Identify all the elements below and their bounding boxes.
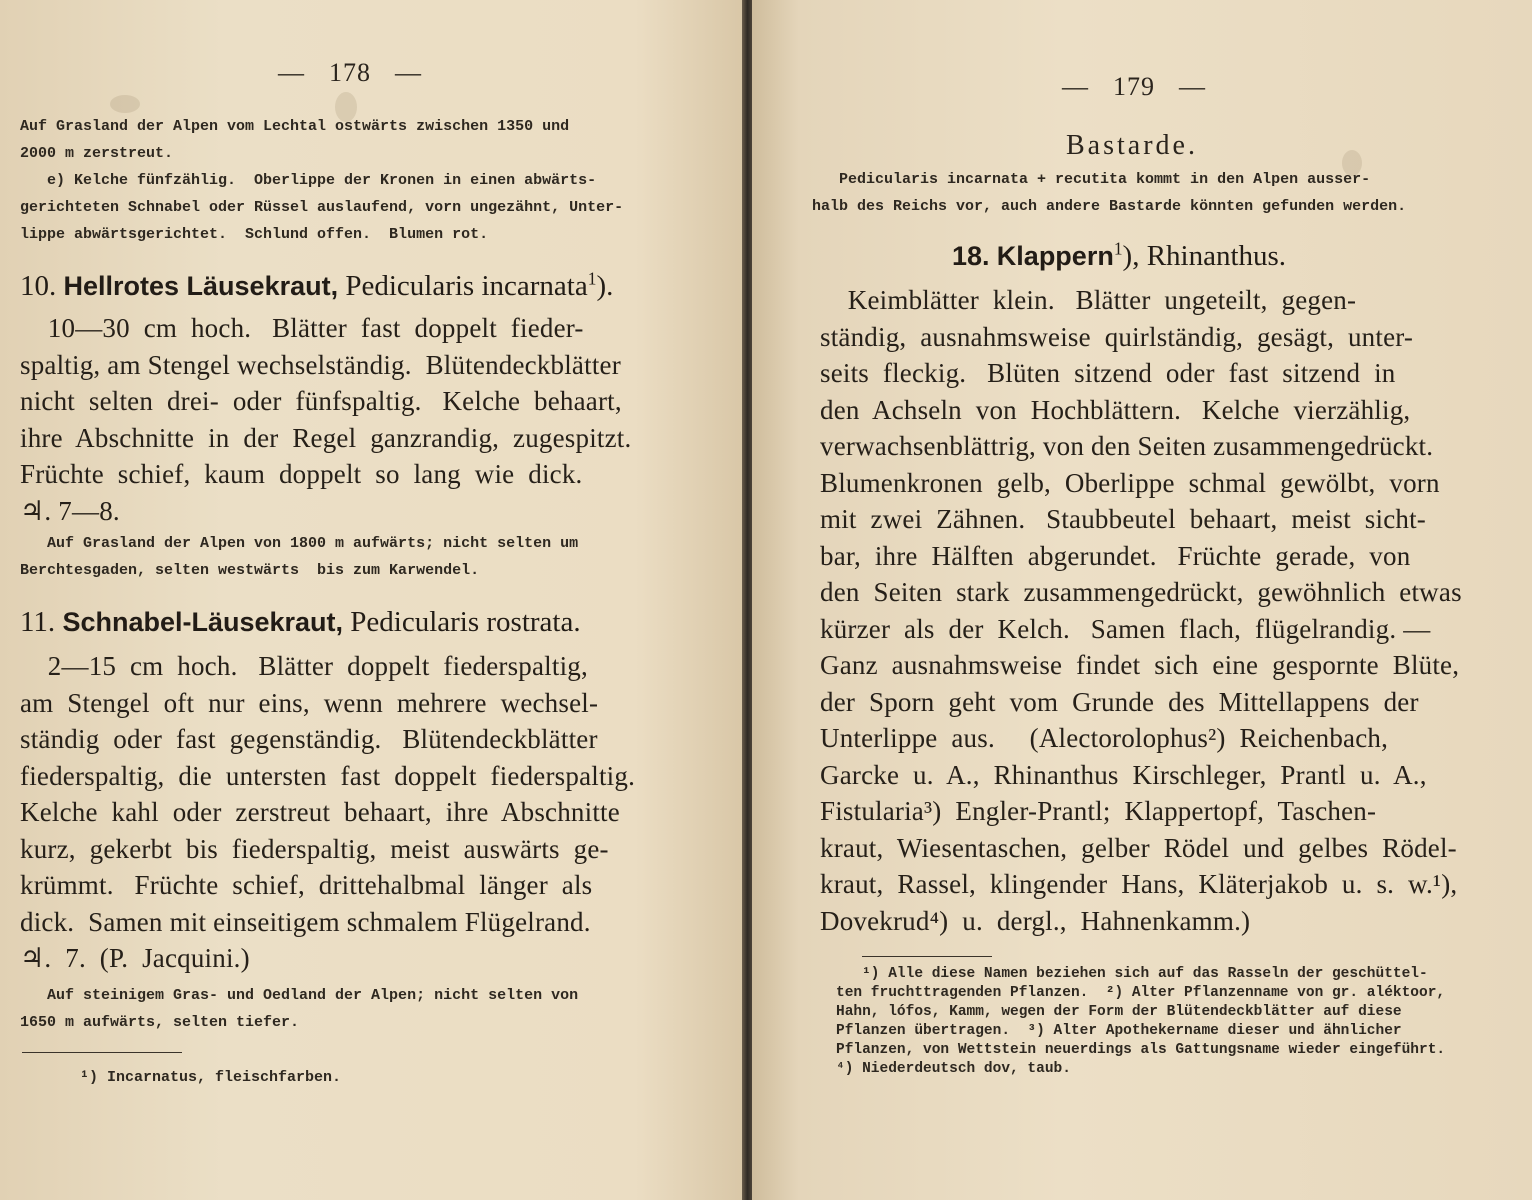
text-line: der Sporn geht vom Grunde des Mittellappens der (820, 686, 1419, 717)
text-line: seits fleckig. Blüten sitzend oder fast sitzend in (820, 358, 1396, 388)
entry-latin-name: ), Rhinanthus. (1122, 240, 1287, 272)
entry-10-heading (20, 270, 613, 303)
entry-number: 10. (20, 270, 57, 302)
entry-18-body (820, 282, 1462, 939)
entry-number: 11. (20, 606, 56, 638)
entry-tail: ). (596, 270, 614, 302)
entry-10-note (20, 530, 578, 584)
page-number-value: 179 (1113, 72, 1155, 101)
page-number-left: — 178 — (278, 58, 422, 87)
bastarde-text (812, 166, 1406, 220)
text-line: nicht selten drei- oder fünfspaltig. Kelche behaart, (20, 386, 622, 416)
text-line: e) Kelche fünfzählig. Oberlippe der Kronen in einen abwärts- (20, 172, 597, 189)
text-line: spaltig, am Stengel wechselständig. Blütendeckblätter (20, 349, 621, 380)
footnote-rule (862, 956, 992, 957)
entry-11-heading (20, 606, 581, 639)
footnote-line: ten fruchttragenden Pflanzen. ²) Alter Pflanzenname von gr. aléktoor, (836, 985, 1446, 1001)
text-line: ihre Abschnitte in der Regel ganzrandig, zugespitzt. (20, 422, 632, 453)
paper-stain (110, 95, 140, 113)
text-line: ♃. 7. (P. Jacquini.) (20, 943, 250, 973)
text-line: Auf Grasland der Alpen vom Lechtal ostwärts zwischen 1350 und (20, 118, 570, 135)
text-line: Dovekrud⁴) u. dergl., Hahnenkamm.) (820, 905, 1251, 936)
text-line: Kelche kahl oder zerstreut behaart, ihre Abschnitte (20, 797, 620, 827)
footnote-line: ⁴) Niederdeutsch dov, taub. (836, 1061, 1071, 1077)
text-line: bar, ihre Hälften abgerundet. Früchte gerade, von (820, 540, 1411, 571)
text-line: 1650 m aufwärts, selten tiefer. (20, 1014, 300, 1031)
text-line: kraut, Wiesentaschen, gelber Rödel und gelbes Rödel- (820, 832, 1457, 863)
text-line: ♃. 7—8. (20, 495, 120, 526)
text-line: Garcke u. A., Rhinanthus Kirschleger, Prantl u. A., (820, 759, 1427, 790)
entry-number: 18. (952, 241, 990, 271)
text-line: krümmt. Früchte schief, drittehalbmal länger als (20, 870, 593, 900)
text-line: kürzer als der Kelch. Samen flach, flügelrandig. — (820, 613, 1431, 644)
text-line: Keimblätter klein. Blätter ungeteilt, gegen- (820, 285, 1357, 315)
paper-stain (335, 92, 357, 122)
text-line: 2—15 cm hoch. Blätter doppelt fiederspaltig, (20, 651, 588, 681)
footnote-line: ¹) Alle diese Namen beziehen sich auf das Rasseln der geschüttel- (836, 966, 1428, 982)
entry-10-body (20, 310, 631, 529)
text-line: kurz, gekerbt bis fiederspaltig, meist auswärts ge- (20, 833, 609, 864)
entry-18-heading (952, 240, 1286, 273)
section-title-bastarde: Bastarde. (1066, 130, 1198, 161)
text-line: den Achseln von Hochblättern. Kelche vierzählig, (820, 394, 1411, 425)
footnote-line: Hahn, lófos, Kamm, wegen der Form der Blütendeckblätter auf diese (836, 1004, 1402, 1020)
text-line: halb des Reichs vor, auch andere Bastarde könnten gefunden werden. (812, 198, 1407, 215)
text-line: Blumenkronen gelb, Oberlippe schmal gewölbt, vorn (820, 467, 1440, 498)
text-line: Früchte schief, kaum doppelt so lang wie dick. (20, 459, 583, 489)
entry-11-note (20, 982, 578, 1036)
intro-text (20, 113, 720, 248)
text-line: verwachsenblättrig, von den Seiten zusammengedrückt. (820, 431, 1434, 461)
text-line: Auf steinigem Gras- und Oedland der Alpen; nicht selten von (20, 987, 579, 1004)
text-line: den Seiten stark zusammengedrückt, gewöhnlich etwas (820, 577, 1462, 607)
text-line: mit zwei Zähnen. Staubbeutel behaart, meist sicht- (820, 504, 1426, 534)
footnote-line: Pflanzen übertragen. ³) Alter Apothekername dieser und ähnlicher (836, 1023, 1402, 1039)
footnotes (836, 965, 1445, 1079)
text-line: fiederspaltig, die untersten fast doppelt fiederspaltig. (20, 760, 636, 791)
footnote-line: Pflanzen, von Wettstein neuerdings als Gattungsname wieder eingeführt. (836, 1042, 1446, 1058)
entry-common-name: Schnabel-Läusekraut, (62, 607, 344, 637)
entry-latin-name: Pedicularis rostrata. (350, 606, 581, 638)
text-line: Auf Grasland der Alpen von 1800 m aufwärts; nicht selten um (20, 535, 579, 552)
left-page (0, 0, 748, 1200)
text-line: 10—30 cm hoch. Blätter fast doppelt fieder- (20, 313, 584, 343)
page-number-value: 178 (329, 58, 371, 87)
paper-stain (1342, 150, 1362, 176)
entry-latin-name: Pedicularis incarnata (345, 270, 588, 302)
text-line: lippe abwärtsgerichtet. Schlund offen. Blumen rot. (20, 226, 489, 243)
text-line: Ganz ausnahmsweise findet sich eine gespornte Blüte, (820, 650, 1460, 680)
page-number-right: — 179 — (1062, 72, 1206, 101)
entry-11-body (20, 648, 635, 977)
text-line: Pedicularis incarnata + recutita kommt in den Alpen ausser- (812, 171, 1371, 188)
text-line: Unterlippe aus. (Alectorolophus²) Reichenbach, (820, 723, 1389, 753)
right-page (752, 0, 1532, 1200)
text-line: kraut, Rassel, klingender Hans, Kläterjakob u. s. w.¹), (820, 869, 1458, 899)
footnote: ¹) Incarnatus, fleischfarben. (80, 1069, 342, 1086)
text-line: dick. Samen mit einseitigem schmalem Flügelrand. (20, 906, 591, 937)
text-line: 2000 m zerstreut. (20, 145, 174, 162)
entry-common-name: Hellrotes Läusekraut, (63, 271, 339, 301)
text-line: gerichteten Schnabel oder Rüssel auslaufend, vorn ungezähnt, Unter- (20, 199, 624, 216)
text-line: am Stengel oft nur eins, wenn mehrere wechsel- (20, 687, 599, 718)
footnote-mark: 1 (587, 268, 597, 289)
text-line: ständig oder fast gegenständig. Blütendeckblätter (20, 724, 598, 754)
footnote-rule (22, 1052, 182, 1053)
text-line: ständig, ausnahmsweise quirlständig, gesägt, unter- (820, 321, 1414, 352)
text-line: Berchtesgaden, selten westwärts bis zum Karwendel. (20, 562, 480, 579)
entry-common-name: Klappern (996, 241, 1114, 271)
footnote-mark: 1 (1113, 238, 1123, 259)
text-line: Fistularia³) Engler-Prantl; Klappertopf, Taschen- (820, 796, 1377, 826)
